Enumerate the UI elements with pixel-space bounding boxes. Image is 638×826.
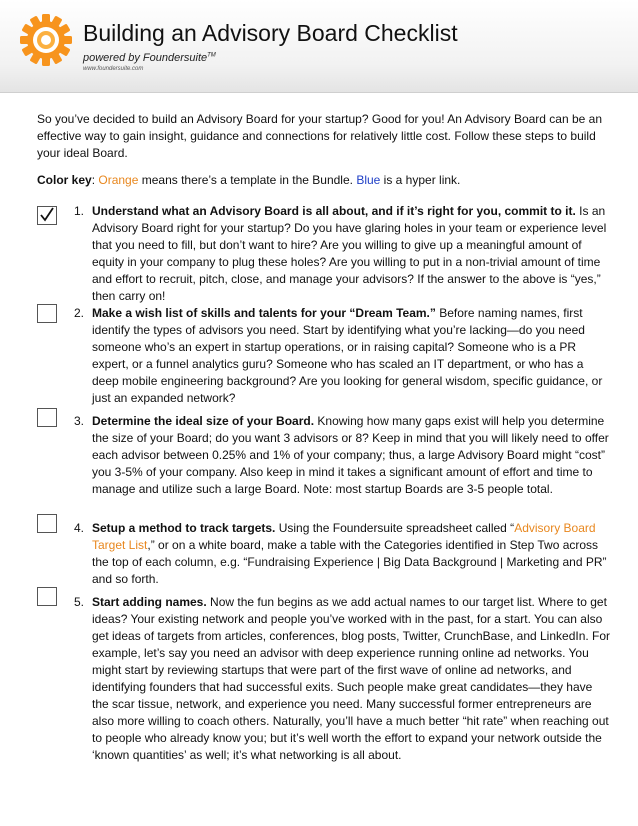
- powered-by-label: powered by Foundersuite: [83, 52, 208, 64]
- color-key-blue-word: Blue: [356, 173, 381, 187]
- color-key-label: Color key: [37, 173, 92, 187]
- sun-gear-logo-icon: [20, 14, 72, 66]
- step-3-number: 3.: [74, 414, 85, 428]
- trademark-mark: TM: [207, 52, 216, 59]
- step-4-body-before: Using the Foundersuite spreadsheet called “: [275, 521, 515, 535]
- step-1-number: 1.: [74, 204, 85, 218]
- step-1-body: Is an Advisory Board right for your startup? Do you have glaring holes in your team or experience level that you need to fill, but don’t want to hire? Are you willing to give up a meaningful amount of equity in your company to plug these holes? Are you willing to put in a non-trivial amount of time and effort to recruit, pitch, close, and manage your advisors? If the answer to the above is “yes,” then carry on!: [92, 204, 607, 303]
- step-3-text: [92, 413, 612, 498]
- step-5-heading: Start adding names.: [92, 595, 207, 609]
- step-4-body-after: ,” or on a white board, make a table with the Categories identified in Step Two across the top of each column, e.g. “Fundraising Experience | Big Data Background | Marketing and PR” and so forth.: [92, 538, 607, 586]
- step-1-text: [92, 203, 612, 305]
- intro-paragraph: So you’ve decided to build an Advisory Board for your startup? Good for you! An Advisory Board can be an effective way to gain insight, guidance and connections for relatively little cost. Follow these steps to build your ideal Board.: [37, 112, 603, 160]
- powered-by-text: [83, 52, 216, 64]
- color-key-orange-text: means there’s a template in the Bundle.: [138, 173, 357, 187]
- step-1-checkbox[interactable]: [37, 206, 57, 225]
- step-4-text: [92, 520, 612, 588]
- step-4-checkbox[interactable]: [37, 514, 57, 533]
- advisory-board-target-list-link[interactable]: Advisory Board Target List: [92, 521, 596, 552]
- step-5-text: [92, 594, 612, 764]
- step-4-heading: Setup a method to track targets.: [92, 521, 276, 535]
- step-2-number: 2.: [74, 306, 85, 320]
- step-3-body: Knowing how many gaps exist will help you determine the size of your Board; do you want 3 advisors or 8? Keep in mind that you will likely need to offer each advisor between 0.25% and 1% of your company; thus, a large Advisory Board might “cost” you 3-5% of your company. Also keep in mind it takes a significant amount of effort and time to manage and utilize such a large Board. Note: most startup Boards are 3-5 people total.: [92, 414, 609, 496]
- color-key-blue-text: is a hyper link.: [380, 173, 461, 187]
- color-key: [37, 172, 612, 189]
- color-key-colon: :: [91, 173, 99, 187]
- step-3-checkbox[interactable]: [37, 408, 57, 427]
- page-title: Building an Advisory Board Checklist: [83, 20, 458, 46]
- step-4-number: 4.: [74, 521, 85, 535]
- step-1-heading: Understand what an Advisory Board is all about, and if it’s right for you, commit to it.: [92, 204, 576, 218]
- color-key-orange-word: Orange: [98, 173, 139, 187]
- checkmark-icon: [39, 207, 55, 223]
- step-5-body: Now the fun begins as we add actual names to our target list. Where to get ideas? Your existing network and people you’ve worked with in the past, for a start. You can also get ideas of targets from articles, conferences, blog posts, Twitter, CrunchBase, and LinkedIn. For example, let’s say you need an advisor with deep experience running online ad networks. You might start by reviewing startups that were part of the first wave of online ad networks, and identifying founders that had successful exits. Such people make great candidates—they have the scar tissue, network, and experience you need. Many successful former entrepreneurs are also more willing to coach others. Naturally, you’ll have a much better “hit rate” when reaching out to people who already know you; but it’s well worth the effort to expand your network outside the ‘known quantities’ as well; it’s what networking is all about.: [92, 595, 611, 762]
- step-2-body: Before naming names, first identify the types of advisors you need. Start by identifying what you’re lacking—do you need someone who’s an expert in startup operations, or in raising capital? Someone who is a PR expert, or a funnel analytics guru? Someone who has scaled an IT department, or who has a deep mobile engineering background? Are you looking for general wisdom, specific guidance, or just an expanded network?: [92, 306, 603, 405]
- step-2-heading: Make a wish list of skills and talents for your “Dream Team.”: [92, 306, 436, 320]
- step-2-checkbox[interactable]: [37, 304, 57, 323]
- step-3-heading: Determine the ideal size of your Board.: [92, 414, 315, 428]
- step-2-text: [92, 305, 612, 407]
- step-5-checkbox[interactable]: [37, 587, 57, 606]
- step-5-number: 5.: [74, 595, 85, 609]
- website-link[interactable]: www.foundersuite.com: [83, 66, 144, 72]
- header-banner: [0, 0, 638, 93]
